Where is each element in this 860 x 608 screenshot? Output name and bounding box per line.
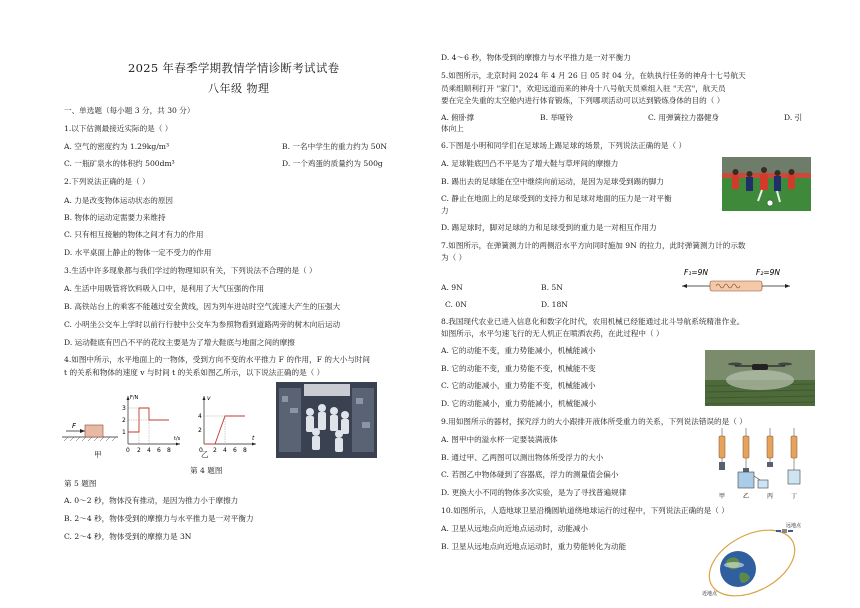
section-heading: 一、单选题（每小题 3 分，共 30 分）	[64, 106, 195, 115]
pushed-block	[85, 425, 103, 437]
xtick-6: 6	[157, 447, 161, 454]
q3-stem: 3.生活中许多现象都与我们学过的物理知识有关，下列说法不合理的是（ ）	[64, 266, 317, 275]
q6-option-b: B. 踢出去的足球能在空中继续向前运动，是因为足球受到踢的脚力	[441, 177, 665, 186]
f-t-graph	[122, 395, 181, 454]
xtick-2: 2	[137, 447, 141, 454]
q5-option-a: A. 俯卧撑	[441, 113, 475, 122]
q2-option-c: C. 只有相互接触的物体之间才有力的作用	[64, 230, 204, 239]
q7-option-a: A. 9N	[441, 283, 463, 292]
earth-icon	[720, 551, 756, 587]
q10-option-b: B. 卫星从远地点向近地点运动时，重力势能转化为动能	[441, 542, 627, 551]
q9-stem: 9.用如图所示的器材，探究浮力的大小跟排开液体所受重力的关系，下列说法错误的是（ ）	[441, 417, 747, 426]
q2-stem: 2.下列说法正确的是（ ）	[64, 177, 150, 186]
exam-title: 2025 年春季学期教情学情诊断考试试卷	[128, 61, 340, 75]
q9-option-a: A. 图甲中的溢水杯一定要装满液体	[441, 435, 558, 444]
q10-stem: 10.如图所示，人造地球卫星沿椭圆轨道绕地球运行的过程中，下列说法正确的是（ ）	[441, 506, 729, 515]
q2-option-a: A. 力是改变物体运动状态的原因	[64, 196, 174, 205]
yi-label: 乙	[201, 450, 209, 459]
q4-option-d: D. 4～6 秒，物体受到的摩擦力与水平推力是一对平衡力	[441, 53, 631, 62]
q6-option-d: D. 踢足球时，脚对足球的力和足球受到的重力是一对相互作用力	[441, 223, 657, 232]
q8-option-d: D. 它的动能减小，重力势能减小，机械能减小	[441, 399, 596, 408]
vx-6: 6	[233, 447, 237, 454]
q9-label-jia: 甲	[719, 493, 726, 500]
q1-option-c: C. 一瓶矿泉水的体积约 500dm³	[64, 159, 175, 168]
q3-option-c: C. 小明坐公交车上学时以前行行驶中公交车为参照物看到道路两旁的树木向后运动	[64, 320, 341, 329]
far-point-label: 远地点	[786, 523, 802, 529]
right-arrow-icon	[785, 284, 790, 288]
q7-option-d: D. 18N	[541, 300, 568, 309]
q6-stem: 6.下图是小明和同学们在足球场上踢足球的场景，下列说法正确的是（ ）	[441, 141, 687, 150]
q7-option-b: B. 5N	[541, 283, 563, 292]
vtick-4: 4	[198, 413, 202, 420]
satellite-orbit-figure	[700, 519, 810, 599]
q6-option-c-line2: 力	[441, 206, 449, 215]
f1-label: F₁=9N	[684, 268, 708, 277]
q9-option-c: C. 若图乙中物体碰到了容器底，浮力的测量值会偏小	[441, 470, 619, 479]
q6-option-a: A. 足球鞋底凹凸不平是为了增大鞋与草坪间的摩擦力	[441, 159, 619, 168]
q8-option-c: C. 它的动能减小，重力势能不变，机械能减小	[441, 381, 596, 390]
v-t-curve	[204, 416, 245, 444]
q3-option-a: A. 生活中用吸管将饮料吸入口中，是利用了大气压强的作用	[64, 284, 265, 293]
q7-line1: 7.如图所示，在弹簧测力计的两侧沿水平方向同时施加 9N 的拉力，此时弹簧测力计的示数	[441, 241, 746, 250]
soccer-photo	[722, 157, 811, 211]
vx-4: 4	[223, 447, 227, 454]
q4-option-b: B. 2～4 秒，物体受到的摩擦力与水平推力是一对平衡力	[64, 514, 254, 523]
q5-option-b: B. 举哑铃	[540, 113, 574, 122]
v-origin: 0	[199, 447, 203, 454]
block-diagram	[62, 422, 118, 441]
q4-option-c: C. 2～4 秒，物体受到的摩擦力是 3N	[64, 532, 192, 541]
f2-label: F₂=9N	[756, 268, 780, 277]
q2-option-d: D. 水平桌面上静止的物体一定不受力的作用	[64, 248, 212, 257]
q1-stem: 1.以下估测最接近实际的是（ ）	[64, 124, 173, 133]
fig4-caption: 第 4 题图	[190, 466, 223, 475]
vx-8: 8	[243, 447, 247, 454]
fig5-caption: 第 5 题图	[64, 479, 97, 488]
q3-option-d: D. 运动鞋底有凹凸不平的花纹主要是为了增大鞋底与地面之间的摩擦	[64, 338, 295, 347]
q1-option-d: D. 一个鸡蛋的质量约为 500g	[282, 159, 383, 168]
vx-2: 2	[213, 447, 217, 454]
q5-line3: 要在完全失重的太空舱内进行体育锻炼，下列哪项活动可以达到锻炼身体的目的（ ）	[441, 96, 725, 105]
q9-option-b: B. 通过甲、乙两图可以测出物体所受浮力的大小	[441, 453, 604, 462]
q8-line1: 8.我国现代农业已进入信息化和数字化时代，农用机械已经能通过北斗导航系统精准作业。	[441, 317, 745, 326]
q6-option-c-line1: C. 静止在地面上的足球受到的支持力和足球对地面的压力是一对平衡	[441, 194, 672, 203]
vtick-2: 2	[198, 427, 202, 434]
q5-line1: 5.如图所示，北京时间 2024 年 4 月 26 日 05 时 04 分，在轨执行任务的神舟十七号航天	[441, 71, 746, 80]
satellite-icon	[776, 529, 793, 533]
space-station-photo	[276, 382, 377, 458]
spring-scale-figure	[680, 266, 800, 296]
q4-option-a: A. 0～2 秒，物体没有推动，是因为推力小于摩擦力	[64, 496, 239, 505]
q4-stem-line2: t 的关系和物体的速度 v 与时间 t 的关系如图乙所示，以下说法正确的是（ ）	[64, 368, 325, 377]
force-arrow-icon	[80, 429, 85, 433]
xtick-0: 0	[126, 447, 130, 454]
v-t-graph	[198, 395, 256, 454]
drone-photo	[705, 350, 815, 406]
t-axis-label-v: t	[252, 435, 255, 442]
q4-stem-line1: 4.如图中所示，水平地面上的一物体，受到方向不变的水平推力 F 的作用，F 的大小与时间	[64, 355, 370, 364]
q1-option-b: B. 一名中学生的重力约为 50N	[282, 142, 388, 151]
q10-option-a: A. 卫星从远地点向近地点运动时，动能减小	[441, 524, 588, 533]
q8-option-b: B. 它的动能不变，重力势能不变，机械能不变	[441, 364, 596, 373]
q5-option-d-cont: 体向上	[441, 124, 464, 133]
xtick-4: 4	[147, 447, 151, 454]
q2-option-b: B. 物体的运动定需要力来维持	[64, 213, 166, 222]
q7-option-c: C. 0N	[445, 300, 467, 309]
f-axis-label: F/N	[130, 395, 139, 401]
xtick-8: 8	[167, 447, 171, 454]
q8-option-a: A. 它的动能不变，重力势能减小，机械能减小	[441, 346, 596, 355]
jia-label: 甲	[94, 450, 102, 459]
q8-line2: 如图所示，水平匀速飞行的无人机正在喷洒农药，在此过程中（ ）	[441, 329, 664, 338]
ytick-1: 1	[122, 429, 126, 436]
q1-option-a: A. 空气的密度约为 1.29kg/m³	[64, 142, 170, 151]
q3-option-b: B. 高铁站台上的乘客不能越过安全黄线，因为列车进站时空气流速大产生的压强大	[64, 302, 341, 311]
t-axis-label: t/s	[174, 436, 181, 442]
q7-line2: 为（ ）	[441, 253, 467, 262]
buoyancy-experiment-figure	[706, 428, 816, 500]
left-arrow-icon	[682, 284, 687, 288]
q9-option-d: D. 更换大小不同的物体多次实验，是为了寻找普遍规律	[441, 488, 627, 497]
near-point-label: 近地点	[702, 591, 718, 597]
ytick-3: 3	[122, 405, 126, 412]
q9-label-bing: 丙	[767, 493, 774, 500]
q5-line2: 员乘组顺利打开 "家门"，欢迎远道而来的神舟十八号航天员乘组入驻 "天宫"，航天员	[441, 84, 726, 93]
ytick-2: 2	[122, 417, 126, 424]
exam-subtitle: 八年级 物理	[208, 82, 270, 95]
q9-label-yi: 乙	[743, 493, 750, 500]
q5-option-d: D. 引	[784, 113, 803, 122]
q5-option-c: C. 用弹簧拉力器健身	[648, 113, 720, 122]
q9-label-ding: 丁	[791, 493, 798, 500]
force-label: F	[72, 422, 77, 430]
v-axis-label: v	[207, 395, 211, 402]
